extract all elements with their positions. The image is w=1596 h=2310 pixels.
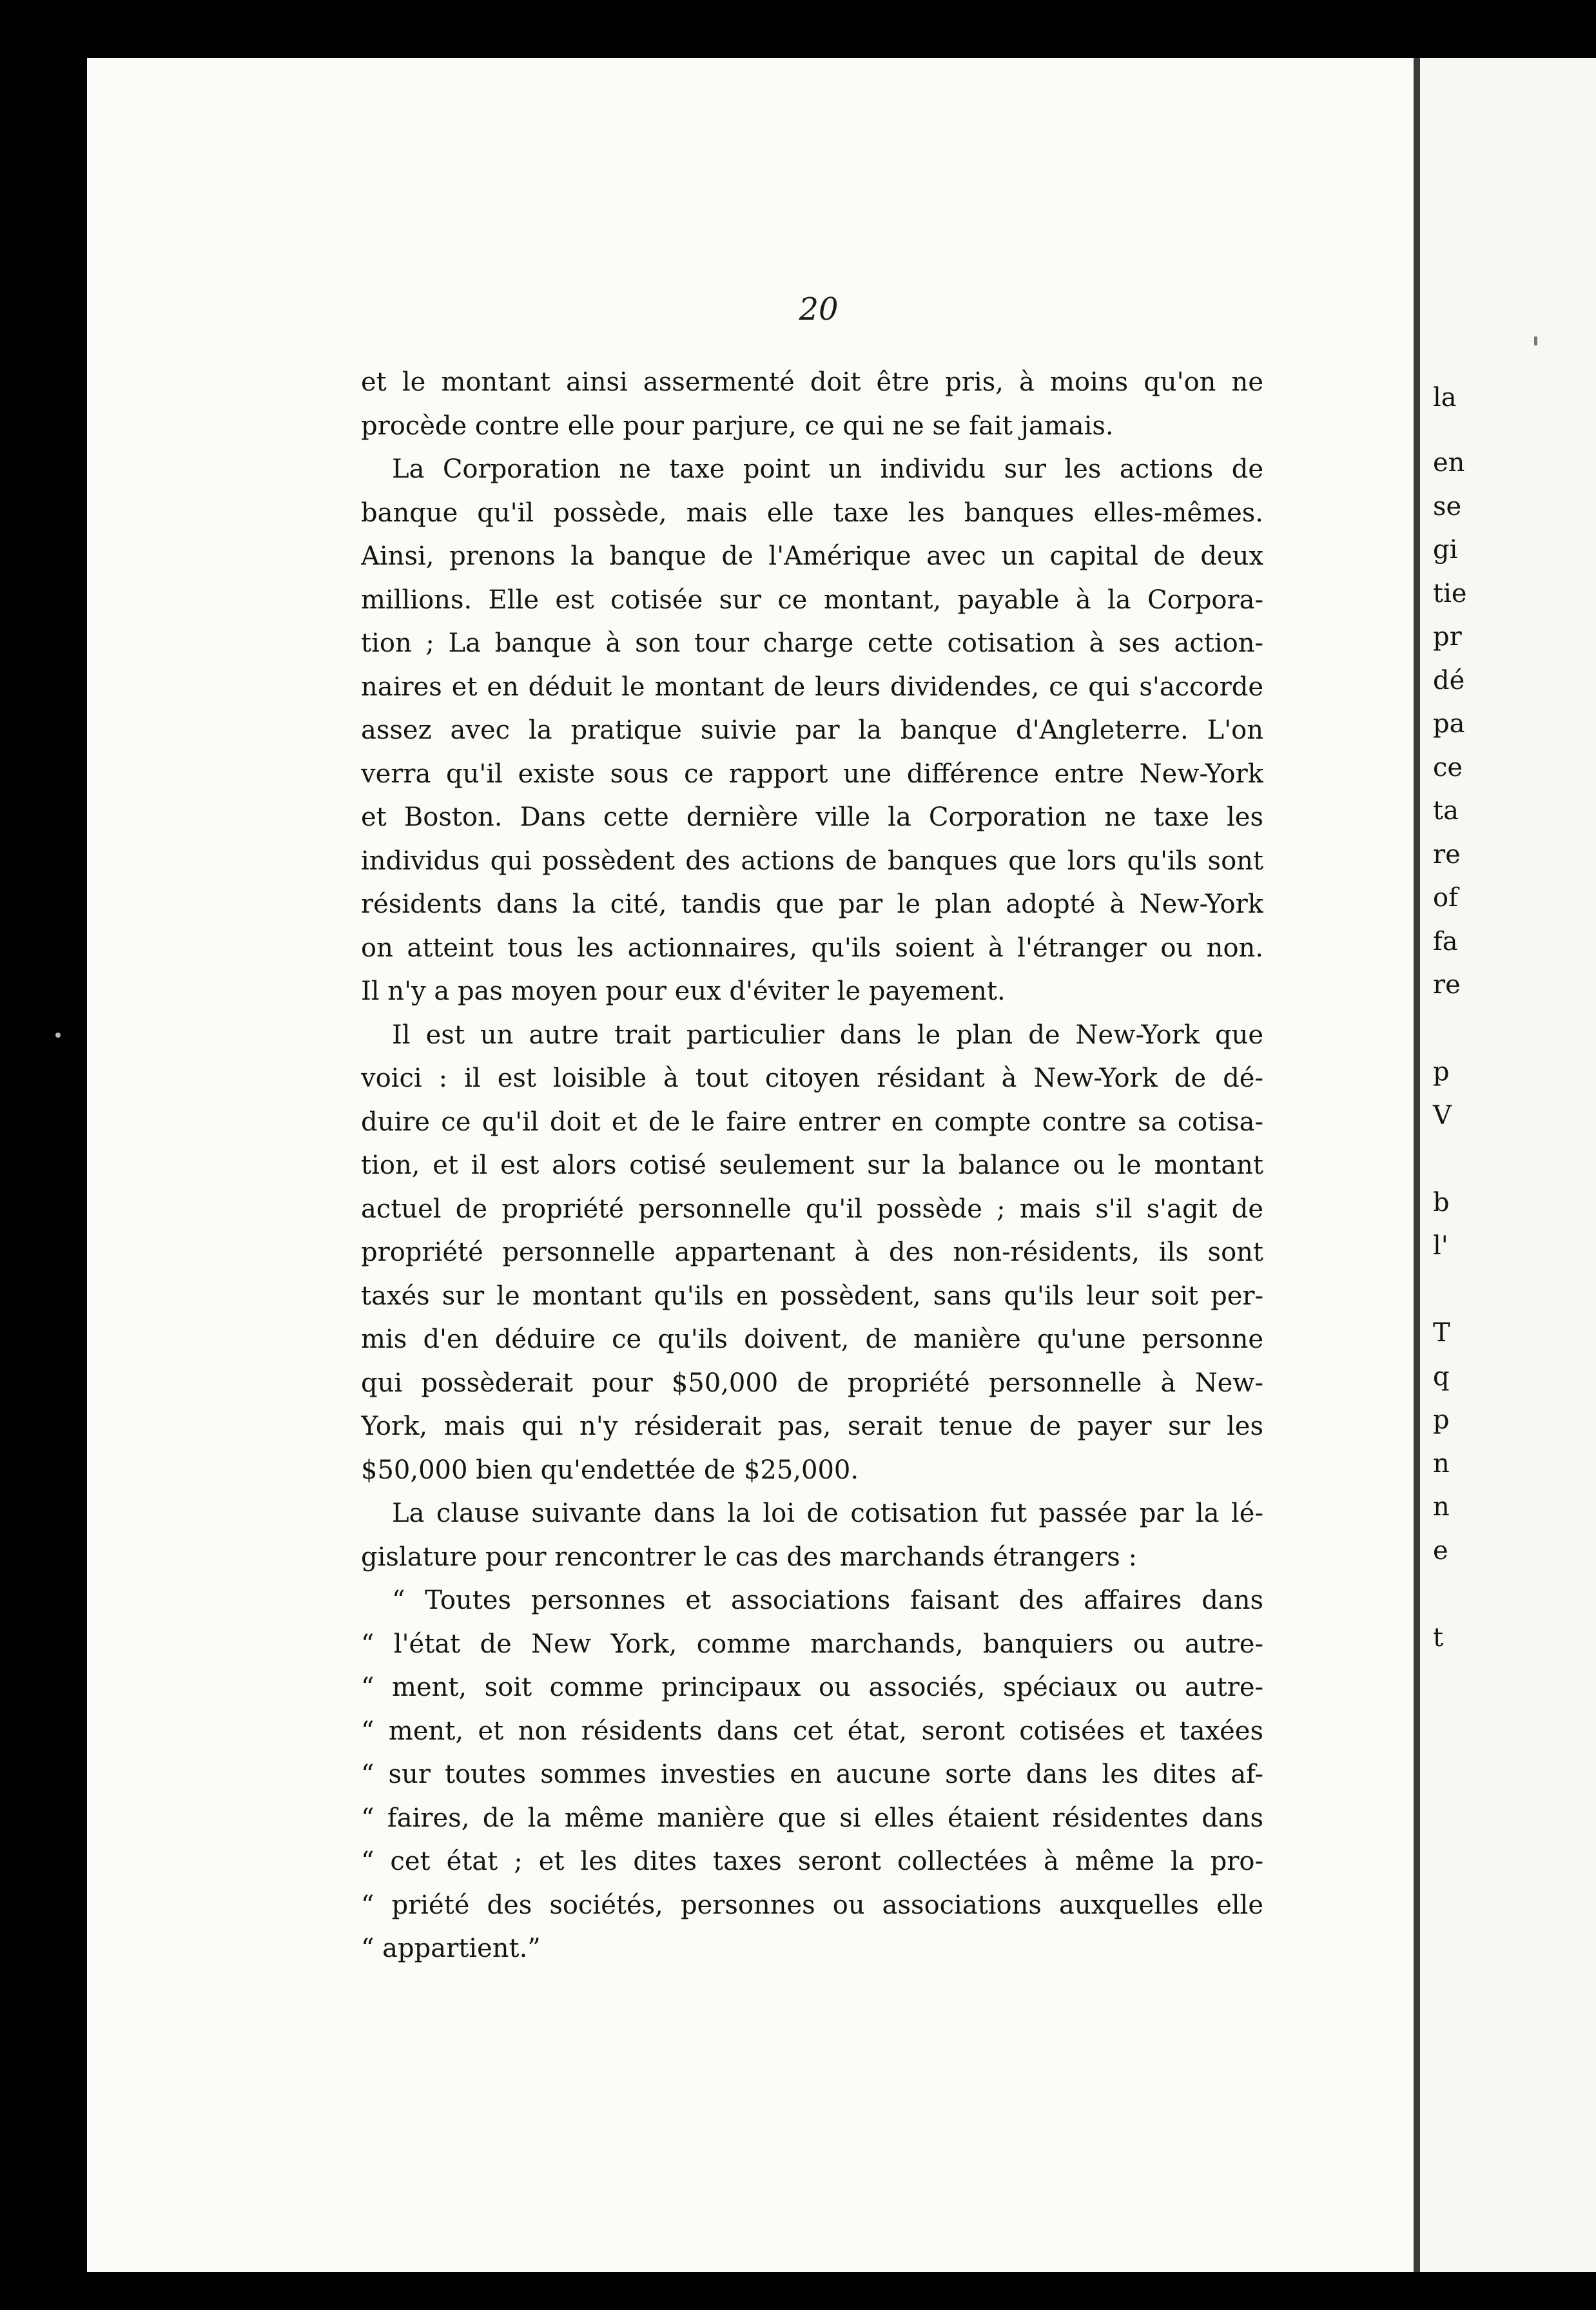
text-line: naires et en déduit le montant de leurs dividendes, ce qui s'accorde xyxy=(361,672,1263,702)
text-line: Ainsi, prenons la banque de l'Amérique avec un capital de deux xyxy=(361,541,1263,571)
text-line: “ cet état ; et les dites taxes seront collectées à même la pro- xyxy=(361,1847,1263,1876)
text-line: verra qu'il existe sous ce rapport une différence entre New-York xyxy=(361,759,1263,789)
right-page-text-fragment: en xyxy=(1433,448,1465,478)
text-line: tion, et il est alors cotisé seulement sur la balance ou le montant xyxy=(361,1150,1263,1180)
text-line: propriété personnelle appartenant à des non-résidents, ils sont xyxy=(361,1238,1263,1267)
text-line: millions. Elle est cotisée sur ce montant, payable à la Corpora- xyxy=(361,585,1263,615)
right-page-text-fragment: pa xyxy=(1433,709,1465,739)
right-page-text-fragment: p xyxy=(1433,1405,1450,1435)
right-page-text-fragment: ta xyxy=(1433,796,1459,826)
right-page-text-fragment: re xyxy=(1433,839,1461,869)
text-line: Il est un autre trait particulier dans le plan de New-York que xyxy=(392,1020,1263,1050)
right-page-text-fragment: p xyxy=(1433,1057,1450,1087)
text-line: “ faires, de la même manière que si elles étaient résidentes dans xyxy=(361,1803,1263,1833)
text-line: on atteint tous les actionnaires, qu'ils soient à l'étranger ou non. xyxy=(361,933,1263,963)
right-page-text-fragment: gi xyxy=(1433,535,1458,565)
scan-speck xyxy=(55,1033,61,1038)
right-page-text-fragment: b xyxy=(1433,1187,1450,1218)
right-page-text-fragment: V xyxy=(1433,1100,1452,1131)
right-page-text-fragment: e xyxy=(1433,1535,1448,1566)
text-line: résidents dans la cité, tandis que par le plan adopté à New-York xyxy=(361,889,1263,919)
page-gutter-divider xyxy=(1414,58,1420,2272)
right-page-text-fragment: n xyxy=(1433,1492,1450,1522)
right-page-text-fragment: n xyxy=(1433,1448,1450,1479)
text-line: assez avec la pratique suivie par la banque d'Angleterre. L'on xyxy=(361,715,1263,745)
right-page-text-fragment: l' xyxy=(1433,1231,1448,1261)
text-line: et le montant ainsi assermenté doit être pris, à moins qu'on ne xyxy=(361,367,1263,397)
right-page-text-fragment: dé xyxy=(1433,665,1465,695)
text-line: La clause suivante dans la loi de cotisation fut passée par la lé- xyxy=(392,1499,1263,1528)
text-line: mis d'en déduire ce qu'ils doivent, de manière qu'une personne xyxy=(361,1325,1263,1354)
text-line: tion ; La banque à son tour charge cette cotisation à ses action- xyxy=(361,628,1263,658)
right-page-text-fragment: ce xyxy=(1433,752,1463,782)
right-page-text-fragment: pr xyxy=(1433,622,1462,652)
right-page-text-fragment: tie xyxy=(1433,578,1467,608)
text-line: La Corporation ne taxe point un individu sur les actions de xyxy=(392,454,1263,484)
text-line: banque qu'il possède, mais elle taxe les banques elles-mêmes. xyxy=(361,498,1263,528)
right-page-text-fragment: T xyxy=(1433,1318,1450,1348)
text-line: taxés sur le montant qu'ils en possèdent, sans qu'ils leur soit per- xyxy=(361,1281,1263,1311)
text-line: actuel de propriété personnelle qu'il possède ; mais s'il s'agit de xyxy=(361,1194,1263,1224)
right-page-text-fragment: la xyxy=(1433,382,1457,412)
text-line: voici : il est loisible à tout citoyen résidant à New-York de dé- xyxy=(361,1063,1263,1093)
text-line: individus qui possèdent des actions de banques que lors qu'ils sont xyxy=(361,846,1263,876)
scan-speck xyxy=(1534,336,1537,345)
text-line: Il n'y a pas moyen pour eux d'éviter le payement. xyxy=(361,976,1006,1006)
text-line: “ appartient.” xyxy=(361,1934,541,1963)
text-line: York, mais qui n'y résiderait pas, serait tenue de payer sur les xyxy=(361,1412,1263,1441)
text-line: “ Toutes personnes et associations faisant des affaires dans xyxy=(392,1586,1263,1615)
right-page-text-fragment: se xyxy=(1433,491,1462,521)
text-line: “ ment, soit comme principaux ou associés, spéciaux ou autre- xyxy=(361,1673,1263,1702)
text-line: “ ment, et non résidents dans cet état, seront cotisées et taxées xyxy=(361,1716,1263,1746)
right-page-text-fragment: q xyxy=(1433,1361,1450,1392)
text-line: procède contre elle pour parjure, ce qui ne se fait jamais. xyxy=(361,411,1114,441)
text-line: qui possèderait pour $50,000 de propriété personnelle à New- xyxy=(361,1368,1263,1398)
right-page-text-fragment: of xyxy=(1433,883,1458,913)
text-line: gislature pour rencontrer le cas des marchands étrangers : xyxy=(361,1542,1138,1572)
right-page-text-fragment: fa xyxy=(1433,926,1458,956)
text-line: et Boston. Dans cette dernière ville la Corporation ne taxe les xyxy=(361,802,1263,832)
text-line: “ priété des sociétés, personnes ou associations auxquelles elle xyxy=(361,1890,1263,1920)
page-number: 20 xyxy=(799,291,839,327)
text-line: “ l'état de New York, comme marchands, banquiers ou autre- xyxy=(361,1629,1263,1659)
body-text xyxy=(361,361,1263,1971)
text-line: “ sur toutes sommes investies en aucune sorte dans les dites af- xyxy=(361,1760,1263,1789)
right-page-text-fragment: re xyxy=(1433,970,1461,1000)
text-line: $50,000 bien qu'endettée de $25,000. xyxy=(361,1455,859,1485)
right-page-text-fragment: t xyxy=(1433,1622,1444,1653)
text-line: duire ce qu'il doit et de le faire entrer en compte contre sa cotisa- xyxy=(361,1107,1263,1137)
